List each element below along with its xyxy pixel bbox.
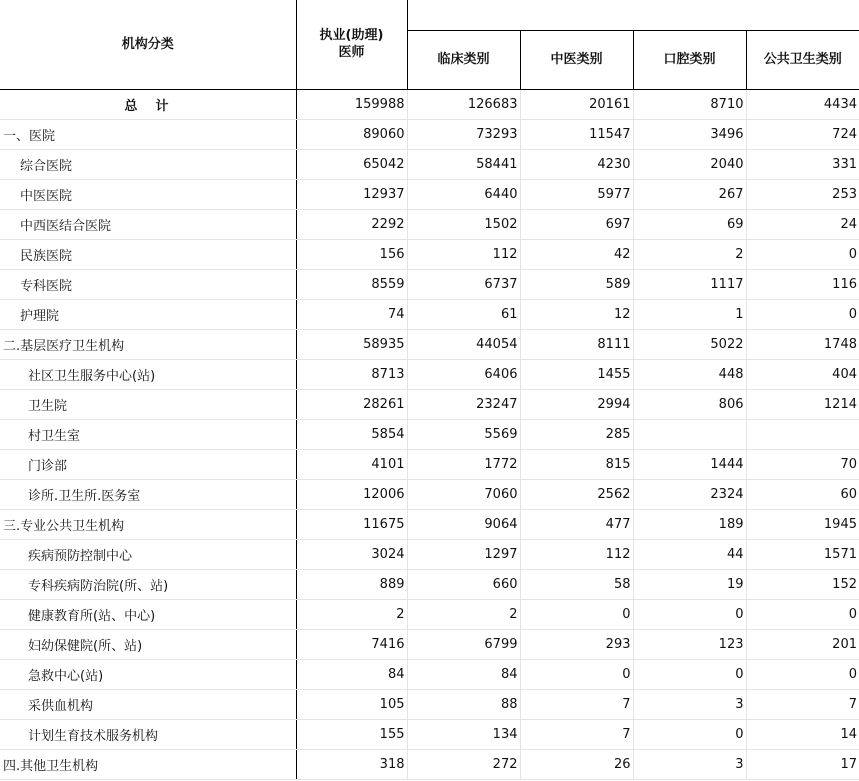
- row-value-cell: 123: [633, 629, 746, 659]
- row-value-cell: 24: [746, 209, 859, 239]
- row-value-cell: 4230: [520, 149, 633, 179]
- row-value-cell: 11675: [296, 509, 407, 539]
- row-value-cell: [746, 419, 859, 449]
- table-row: [0, 209, 859, 239]
- row-category-label: 专科医院: [0, 269, 296, 299]
- row-value-cell: 6737: [407, 269, 520, 299]
- row-value-cell: 267: [633, 179, 746, 209]
- row-value-cell: 0: [520, 599, 633, 629]
- row-value-cell: 20161: [520, 89, 633, 119]
- row-value-cell: 1455: [520, 359, 633, 389]
- row-value-cell: 2: [633, 239, 746, 269]
- row-category-label: 三.专业公共卫生机构: [0, 509, 296, 539]
- row-value-cell: 3496: [633, 119, 746, 149]
- row-value-cell: 2324: [633, 479, 746, 509]
- row-value-cell: 84: [407, 659, 520, 689]
- row-value-cell: 6440: [407, 179, 520, 209]
- row-value-cell: 44: [633, 539, 746, 569]
- row-value-cell: 285: [520, 419, 633, 449]
- row-value-cell: 660: [407, 569, 520, 599]
- table-row: [0, 389, 859, 419]
- row-value-cell: 159988: [296, 89, 407, 119]
- row-value-cell: 12006: [296, 479, 407, 509]
- row-value-cell: 272: [407, 749, 520, 779]
- row-value-cell: 1748: [746, 329, 859, 359]
- row-value-cell: 155: [296, 719, 407, 749]
- row-value-cell: 7: [520, 689, 633, 719]
- row-value-cell: 8559: [296, 269, 407, 299]
- row-category-label: 计划生育技术服务机构: [0, 719, 296, 749]
- row-value-cell: 697: [520, 209, 633, 239]
- row-category-label: 村卫生室: [0, 419, 296, 449]
- row-value-cell: 1444: [633, 449, 746, 479]
- row-value-cell: 8710: [633, 89, 746, 119]
- column-header-clinical: 临床类别: [407, 30, 520, 89]
- row-value-cell: 84: [296, 659, 407, 689]
- column-header-licensed-doctors-line1: 执业(助理): [319, 28, 384, 44]
- row-category-label: 专科疾病防治院(所、站): [0, 569, 296, 599]
- table-row: [0, 119, 859, 149]
- row-value-cell: 105: [296, 689, 407, 719]
- table-row: [0, 539, 859, 569]
- row-value-cell: 0: [633, 599, 746, 629]
- table-row: [0, 299, 859, 329]
- row-value-cell: 477: [520, 509, 633, 539]
- row-value-cell: 4101: [296, 449, 407, 479]
- column-header-tcm: 中医类别: [520, 30, 633, 89]
- row-value-cell: 1772: [407, 449, 520, 479]
- row-value-cell: 116: [746, 269, 859, 299]
- row-category-label: 民族医院: [0, 239, 296, 269]
- table-row: [0, 509, 859, 539]
- row-category-label: 总 计: [0, 89, 296, 119]
- row-value-cell: 1945: [746, 509, 859, 539]
- row-value-cell: 3: [633, 749, 746, 779]
- row-value-cell: 65042: [296, 149, 407, 179]
- row-value-cell: 70: [746, 449, 859, 479]
- column-header-licensed-doctors-line2: 医师: [338, 45, 365, 61]
- row-value-cell: 61: [407, 299, 520, 329]
- table-row: [0, 89, 859, 119]
- row-value-cell: 1214: [746, 389, 859, 419]
- row-value-cell: 0: [520, 659, 633, 689]
- row-value-cell: 189: [633, 509, 746, 539]
- row-value-cell: 9064: [407, 509, 520, 539]
- row-value-cell: 1297: [407, 539, 520, 569]
- table-row: [0, 329, 859, 359]
- row-value-cell: 0: [746, 239, 859, 269]
- row-value-cell: 0: [633, 659, 746, 689]
- row-value-cell: 806: [633, 389, 746, 419]
- row-value-cell: 19: [633, 569, 746, 599]
- row-category-label: 诊所.卫生所.医务室: [0, 479, 296, 509]
- row-value-cell: 89060: [296, 119, 407, 149]
- row-value-cell: 0: [746, 299, 859, 329]
- row-value-cell: 44054: [407, 329, 520, 359]
- row-value-cell: 1571: [746, 539, 859, 569]
- row-value-cell: 152: [746, 569, 859, 599]
- row-value-cell: 2: [407, 599, 520, 629]
- table-row: [0, 689, 859, 719]
- row-value-cell: 134: [407, 719, 520, 749]
- row-category-label: 疾病预防控制中心: [0, 539, 296, 569]
- row-value-cell: 5022: [633, 329, 746, 359]
- row-value-cell: 724: [746, 119, 859, 149]
- row-value-cell: 58: [520, 569, 633, 599]
- row-value-cell: 404: [746, 359, 859, 389]
- row-value-cell: 112: [407, 239, 520, 269]
- row-value-cell: 5854: [296, 419, 407, 449]
- table-body: [0, 89, 859, 779]
- table-row: [0, 749, 859, 779]
- table-row: [0, 719, 859, 749]
- row-value-cell: 7416: [296, 629, 407, 659]
- row-value-cell: 8111: [520, 329, 633, 359]
- row-value-cell: 11547: [520, 119, 633, 149]
- column-header-dental: 口腔类别: [633, 30, 746, 89]
- table-row: [0, 239, 859, 269]
- row-value-cell: 14: [746, 719, 859, 749]
- row-category-label: 急救中心(站): [0, 659, 296, 689]
- row-value-cell: 589: [520, 269, 633, 299]
- row-value-cell: 69: [633, 209, 746, 239]
- row-category-label: 妇幼保健院(所、站): [0, 629, 296, 659]
- row-value-cell: 4434: [746, 89, 859, 119]
- row-value-cell: 293: [520, 629, 633, 659]
- row-value-cell: 0: [746, 599, 859, 629]
- column-header-public-health: 公共卫生类别: [746, 30, 859, 89]
- table-row: [0, 569, 859, 599]
- row-category-label: 卫生院: [0, 389, 296, 419]
- row-value-cell: 448: [633, 359, 746, 389]
- row-value-cell: 0: [746, 659, 859, 689]
- table-row: [0, 659, 859, 689]
- row-category-label: 门诊部: [0, 449, 296, 479]
- row-value-cell: 6406: [407, 359, 520, 389]
- row-value-cell: 23247: [407, 389, 520, 419]
- table-row: [0, 479, 859, 509]
- row-value-cell: 331: [746, 149, 859, 179]
- row-value-cell: 1117: [633, 269, 746, 299]
- column-header-category: 机构分类: [0, 0, 296, 89]
- row-value-cell: 2292: [296, 209, 407, 239]
- table-row: [0, 359, 859, 389]
- row-category-label: 社区卫生服务中心(站): [0, 359, 296, 389]
- column-group-spacer: [407, 0, 859, 30]
- row-value-cell: 7: [746, 689, 859, 719]
- row-category-label: 采供血机构: [0, 689, 296, 719]
- table-row: [0, 449, 859, 479]
- row-category-label: 综合医院: [0, 149, 296, 179]
- row-value-cell: 126683: [407, 89, 520, 119]
- row-value-cell: 12: [520, 299, 633, 329]
- row-value-cell: 12937: [296, 179, 407, 209]
- row-value-cell: 74: [296, 299, 407, 329]
- row-category-label: 中西医结合医院: [0, 209, 296, 239]
- row-value-cell: 7060: [407, 479, 520, 509]
- row-value-cell: 58441: [407, 149, 520, 179]
- row-value-cell: 73293: [407, 119, 520, 149]
- row-category-label: 四.其他卫生机构: [0, 749, 296, 779]
- row-value-cell: 3: [633, 689, 746, 719]
- row-value-cell: 58935: [296, 329, 407, 359]
- row-category-label: 健康教育所(站、中心): [0, 599, 296, 629]
- row-value-cell: 42: [520, 239, 633, 269]
- row-value-cell: 889: [296, 569, 407, 599]
- row-value-cell: 156: [296, 239, 407, 269]
- row-value-cell: 318: [296, 749, 407, 779]
- table-row: [0, 419, 859, 449]
- column-header-licensed-doctors: [296, 0, 407, 89]
- row-category-label: 一、医院: [0, 119, 296, 149]
- row-category-label: 护理院: [0, 299, 296, 329]
- row-value-cell: 6799: [407, 629, 520, 659]
- table-row: [0, 629, 859, 659]
- row-value-cell: 0: [633, 719, 746, 749]
- row-value-cell: 1: [633, 299, 746, 329]
- row-value-cell: 253: [746, 179, 859, 209]
- row-value-cell: 2: [296, 599, 407, 629]
- row-value-cell: 201: [746, 629, 859, 659]
- row-value-cell: 2562: [520, 479, 633, 509]
- row-category-label: 二.基层医疗卫生机构: [0, 329, 296, 359]
- table-row: [0, 149, 859, 179]
- row-value-cell: 17: [746, 749, 859, 779]
- row-value-cell: 2994: [520, 389, 633, 419]
- row-value-cell: 8713: [296, 359, 407, 389]
- row-value-cell: 88: [407, 689, 520, 719]
- row-value-cell: 5977: [520, 179, 633, 209]
- row-value-cell: 7: [520, 719, 633, 749]
- table-row: [0, 179, 859, 209]
- row-value-cell: 2040: [633, 149, 746, 179]
- row-value-cell: 3024: [296, 539, 407, 569]
- row-value-cell: 1502: [407, 209, 520, 239]
- row-category-label: 中医医院: [0, 179, 296, 209]
- row-value-cell: 28261: [296, 389, 407, 419]
- row-value-cell: [633, 419, 746, 449]
- row-value-cell: 26: [520, 749, 633, 779]
- table-row: [0, 269, 859, 299]
- row-value-cell: 5569: [407, 419, 520, 449]
- table-row: [0, 599, 859, 629]
- row-value-cell: 60: [746, 479, 859, 509]
- row-value-cell: 112: [520, 539, 633, 569]
- row-value-cell: 815: [520, 449, 633, 479]
